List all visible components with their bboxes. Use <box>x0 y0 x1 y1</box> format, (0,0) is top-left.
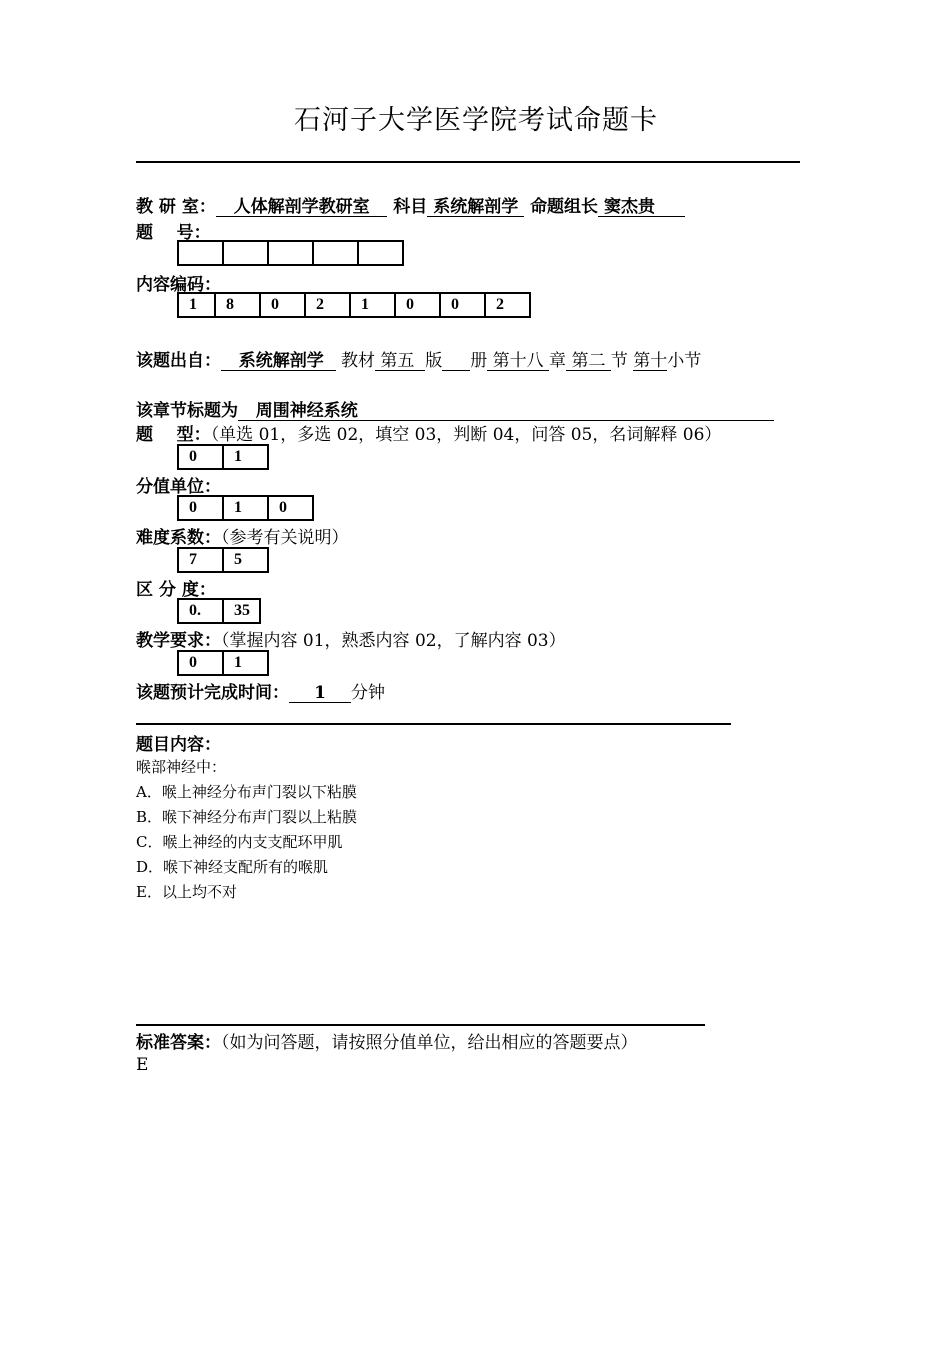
difficulty-box: 5 <box>223 548 268 572</box>
source-subsection-text: 小节 <box>667 351 702 371</box>
code-digit: 0 <box>260 293 305 317</box>
time-unit: 分钟 <box>351 683 385 703</box>
score-box: 0 <box>268 496 313 520</box>
discrimination-boxes <box>177 598 261 624</box>
option-a: A．喉上神经分布声门裂以下粘膜 <box>136 783 357 801</box>
source-volume <box>442 352 470 371</box>
teaching-req-row <box>136 626 566 651</box>
score-box: 0 <box>178 496 223 520</box>
discrimination-box: 0. <box>178 599 223 623</box>
code-digit: 0 <box>395 293 440 317</box>
question-number-boxes <box>177 240 404 266</box>
teaching-req-box: 0 <box>178 651 223 675</box>
difficulty-box: 7 <box>178 548 223 572</box>
question-type-row <box>136 420 721 445</box>
qtype-box: 0 <box>178 445 223 469</box>
answer-divider <box>136 1024 705 1026</box>
source-subsection: 第十 <box>633 351 668 371</box>
difficulty-boxes <box>177 547 269 573</box>
code-digit: 2 <box>305 293 350 317</box>
teaching-req-label: 教学要求： <box>136 631 221 651</box>
discrimination-label: 区 分 度： <box>136 580 216 600</box>
option-b: B．喉下神经分布声门裂以上粘膜 <box>136 808 358 826</box>
source-book: 系统解剖学 <box>221 352 336 371</box>
chapter-title-value: 周围神经系统 <box>238 402 774 421</box>
option-c: C．喉上神经的内支支配环甲肌 <box>136 833 343 851</box>
score-unit-boxes <box>177 495 314 521</box>
dept-value: 人体解剖学教研室 <box>216 198 388 217</box>
title-divider <box>136 161 800 163</box>
header-row <box>136 192 685 217</box>
option-e: E．以上均不对 <box>136 883 237 901</box>
teaching-req-boxes <box>177 650 269 676</box>
difficulty-row <box>136 523 349 548</box>
leader-label: 命题组长 <box>530 197 599 217</box>
chapter-title-row <box>136 396 774 421</box>
content-code-label: 内容编码： <box>136 275 221 295</box>
option-d: D．喉下神经支配所有的喉肌 <box>136 858 329 876</box>
score-unit-label: 分值单位： <box>136 477 221 497</box>
answer-label: 标准答案： <box>136 1033 221 1053</box>
code-digit: 1 <box>350 293 395 317</box>
answer-row <box>136 1028 638 1053</box>
score-box: 1 <box>223 496 268 520</box>
source-chapter: 第十八 <box>487 352 549 371</box>
question-stem: 喉部神经中： <box>136 758 227 776</box>
qnum-box <box>178 241 223 265</box>
code-digit: 0 <box>440 293 485 317</box>
question-type-label: 题 型： <box>136 425 211 445</box>
qtype-box: 1 <box>223 445 268 469</box>
leader-value: 窦杰贵 <box>598 198 685 217</box>
answer-value: E <box>136 1055 149 1075</box>
question-type-boxes <box>177 444 269 470</box>
source-section: 第二 <box>566 352 611 371</box>
content-divider <box>136 723 731 725</box>
difficulty-hint: （参考有关说明） <box>221 528 349 548</box>
source-section-text: 节 <box>610 351 628 371</box>
content-label: 题目内容： <box>136 735 221 755</box>
subject-label: 科目 <box>393 197 428 217</box>
answer-hint: （如为问答题，请按照分值单位，给出相应的答题要点） <box>221 1033 638 1053</box>
discrimination-box: 35 <box>223 599 260 623</box>
teaching-req-hint: （掌握内容 01，熟悉内容 02，了解内容 03） <box>221 631 566 651</box>
qnum-box <box>313 241 358 265</box>
source-textbook-text: 教材 <box>341 351 376 371</box>
qnum-box <box>223 241 268 265</box>
qnum-box <box>358 241 403 265</box>
question-number-label: 题 号： <box>136 223 211 243</box>
source-line <box>136 346 701 371</box>
qnum-box <box>268 241 313 265</box>
source-chapter-text: 章 <box>549 351 567 371</box>
time-value: 1 <box>289 684 351 703</box>
time-label: 该题预计完成时间： <box>136 683 289 703</box>
source-edition-text: 版 <box>425 351 443 371</box>
content-code-boxes <box>177 292 531 318</box>
chapter-title-label: 该章节标题为 <box>136 401 238 421</box>
dept-label: 教 研 室： <box>136 197 216 217</box>
code-digit: 1 <box>178 293 215 317</box>
time-row <box>136 678 385 703</box>
code-digit: 8 <box>215 293 260 317</box>
source-label: 该题出自： <box>136 351 221 371</box>
teaching-req-box: 1 <box>223 651 268 675</box>
question-type-hint: （单选 01，多选 02，填空 03，判断 04，问答 05，名词解释 06） <box>210 425 722 445</box>
source-volume-text: 册 <box>470 351 488 371</box>
difficulty-label: 难度系数： <box>136 528 221 548</box>
subject-value: 系统解剖学 <box>427 198 524 217</box>
source-edition: 第五 <box>375 352 425 371</box>
page-title: 石河子大学医学院考试命题卡 <box>294 105 658 136</box>
code-digit: 2 <box>485 293 530 317</box>
